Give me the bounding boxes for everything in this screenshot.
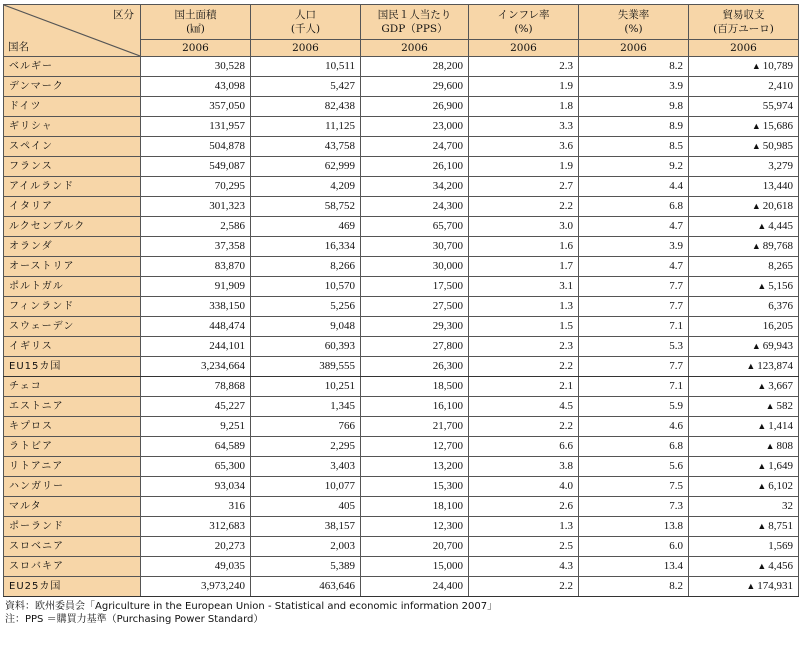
value-cell-gdp: 15,000 xyxy=(361,557,469,577)
table-row xyxy=(4,497,799,517)
trade-value: 16,205 xyxy=(762,320,793,332)
country-name-cell: ハンガリー xyxy=(4,477,141,497)
country-name-cell: リトアニア xyxy=(4,457,141,477)
value-cell-area: 83,870 xyxy=(141,257,251,277)
value-cell-unemp: 7.7 xyxy=(579,357,689,377)
value-cell-trade xyxy=(689,197,799,217)
value-cell-trade xyxy=(689,377,799,397)
source-note: 資料：欧州委員会「Agriculture in the European Union - Statistical and economic information 2007」 xyxy=(5,601,498,612)
value-cell-unemp: 6.8 xyxy=(579,437,689,457)
value-cell-unemp: 8.2 xyxy=(579,57,689,77)
value-cell-inf: 4.5 xyxy=(469,397,579,417)
value-cell-area: 43,098 xyxy=(141,77,251,97)
table-row xyxy=(4,137,799,157)
value-cell-inf: 2.1 xyxy=(469,377,579,397)
value-cell-gdp: 24,700 xyxy=(361,137,469,157)
value-cell-area: 3,973,240 xyxy=(141,577,251,597)
value-cell-trade xyxy=(689,57,799,77)
trade-value: 6,102 xyxy=(768,480,793,492)
value-cell-trade xyxy=(689,177,799,197)
value-cell-pop: 16,334 xyxy=(251,237,361,257)
value-cell-inf: 2.2 xyxy=(469,357,579,377)
value-cell-pop: 766 xyxy=(251,417,361,437)
value-cell-unemp: 4.6 xyxy=(579,417,689,437)
value-cell-inf: 1.9 xyxy=(469,157,579,177)
value-cell-trade xyxy=(689,337,799,357)
value-cell-trade xyxy=(689,417,799,437)
table-header xyxy=(4,5,799,57)
value-cell-trade xyxy=(689,557,799,577)
country-name-cell: エストニア xyxy=(4,397,141,417)
table-notes xyxy=(3,600,798,626)
value-cell-unemp: 7.1 xyxy=(579,317,689,337)
value-cell-inf: 2.2 xyxy=(469,197,579,217)
col-header-trade-balance: 貿易収支 (百万ユーロ) xyxy=(689,5,799,40)
value-cell-pop: 58,752 xyxy=(251,197,361,217)
value-cell-pop: 10,570 xyxy=(251,277,361,297)
header-corner-cell xyxy=(4,5,141,57)
table-row xyxy=(4,317,799,337)
value-cell-gdp: 21,700 xyxy=(361,417,469,437)
trade-value: 1,569 xyxy=(768,540,793,552)
value-cell-pop: 389,555 xyxy=(251,357,361,377)
value-cell-unemp: 8.2 xyxy=(579,577,689,597)
trade-value: 4,445 xyxy=(768,220,793,232)
value-cell-pop: 43,758 xyxy=(251,137,361,157)
value-cell-gdp: 29,600 xyxy=(361,77,469,97)
trade-value: 20,618 xyxy=(762,200,793,212)
corner-label-country: 国名 xyxy=(8,41,29,53)
value-cell-gdp: 29,300 xyxy=(361,317,469,337)
value-cell-area: 37,358 xyxy=(141,237,251,257)
value-cell-trade xyxy=(689,277,799,297)
negative-triangle-icon: ▲ xyxy=(757,461,767,471)
value-cell-inf: 2.7 xyxy=(469,177,579,197)
trade-value: 69,943 xyxy=(762,340,793,352)
value-cell-unemp: 7.5 xyxy=(579,477,689,497)
value-cell-trade xyxy=(689,97,799,117)
trade-value: 4,456 xyxy=(768,560,793,572)
negative-triangle-icon: ▲ xyxy=(765,401,775,411)
value-cell-pop: 8,266 xyxy=(251,257,361,277)
table-row xyxy=(4,257,799,277)
table-row xyxy=(4,337,799,357)
value-cell-pop: 1,345 xyxy=(251,397,361,417)
negative-triangle-icon: ▲ xyxy=(751,121,761,131)
value-cell-unemp: 9.8 xyxy=(579,97,689,117)
country-name-cell: フィンランド xyxy=(4,297,141,317)
value-cell-unemp: 5.6 xyxy=(579,457,689,477)
value-cell-area: 338,150 xyxy=(141,297,251,317)
value-cell-gdp: 27,800 xyxy=(361,337,469,357)
trade-value: 1,414 xyxy=(768,420,793,432)
value-cell-inf: 1.3 xyxy=(469,517,579,537)
value-cell-unemp: 4.4 xyxy=(579,177,689,197)
value-cell-pop: 5,256 xyxy=(251,297,361,317)
value-cell-pop: 10,251 xyxy=(251,377,361,397)
value-cell-pop: 10,511 xyxy=(251,57,361,77)
value-cell-unemp: 7.3 xyxy=(579,497,689,517)
value-cell-gdp: 26,100 xyxy=(361,157,469,177)
value-cell-area: 20,273 xyxy=(141,537,251,557)
trade-value: 8,265 xyxy=(768,260,793,272)
corner-label-category: 区分 xyxy=(113,9,134,21)
value-cell-pop: 5,427 xyxy=(251,77,361,97)
table-row xyxy=(4,57,799,77)
value-cell-pop: 9,048 xyxy=(251,317,361,337)
negative-triangle-icon: ▲ xyxy=(757,421,767,431)
table-row xyxy=(4,397,799,417)
value-cell-area: 316 xyxy=(141,497,251,517)
value-cell-unemp: 5.3 xyxy=(579,337,689,357)
negative-triangle-icon: ▲ xyxy=(765,441,775,451)
country-name-cell: アイルランド xyxy=(4,177,141,197)
trade-value: 5,156 xyxy=(768,280,793,292)
trade-value: 15,686 xyxy=(762,120,793,132)
value-cell-area: 70,295 xyxy=(141,177,251,197)
trade-value: 808 xyxy=(776,440,793,452)
value-cell-area: 244,101 xyxy=(141,337,251,357)
value-cell-inf: 1.7 xyxy=(469,257,579,277)
value-cell-gdp: 18,100 xyxy=(361,497,469,517)
country-name-cell: チェコ xyxy=(4,377,141,397)
value-cell-gdp: 26,300 xyxy=(361,357,469,377)
negative-triangle-icon: ▲ xyxy=(751,141,761,151)
negative-triangle-icon: ▲ xyxy=(751,201,761,211)
value-cell-gdp: 30,000 xyxy=(361,257,469,277)
value-cell-unemp: 6.8 xyxy=(579,197,689,217)
value-cell-area: 45,227 xyxy=(141,397,251,417)
value-cell-area: 549,087 xyxy=(141,157,251,177)
value-cell-trade xyxy=(689,317,799,337)
value-cell-trade xyxy=(689,217,799,237)
value-cell-inf: 3.0 xyxy=(469,217,579,237)
value-cell-gdp: 24,300 xyxy=(361,197,469,217)
trade-value: 6,376 xyxy=(768,300,793,312)
value-cell-inf: 3.1 xyxy=(469,277,579,297)
value-cell-gdp: 27,500 xyxy=(361,297,469,317)
country-name-cell: オーストリア xyxy=(4,257,141,277)
value-cell-inf: 3.8 xyxy=(469,457,579,477)
year-gdp: 2006 xyxy=(361,40,469,57)
value-cell-gdp: 15,300 xyxy=(361,477,469,497)
year-population: 2006 xyxy=(251,40,361,57)
trade-value: 89,768 xyxy=(762,240,793,252)
value-cell-gdp: 12,300 xyxy=(361,517,469,537)
value-cell-inf: 3.6 xyxy=(469,137,579,157)
value-cell-trade xyxy=(689,437,799,457)
negative-triangle-icon: ▲ xyxy=(757,481,767,491)
value-cell-area: 3,234,664 xyxy=(141,357,251,377)
value-cell-inf: 3.3 xyxy=(469,117,579,137)
value-cell-gdp: 12,700 xyxy=(361,437,469,457)
country-name-cell: イタリア xyxy=(4,197,141,217)
value-cell-gdp: 65,700 xyxy=(361,217,469,237)
table-row xyxy=(4,377,799,397)
value-cell-inf: 1.3 xyxy=(469,297,579,317)
value-cell-area: 91,909 xyxy=(141,277,251,297)
value-cell-inf: 1.6 xyxy=(469,237,579,257)
value-cell-gdp: 26,900 xyxy=(361,97,469,117)
value-cell-pop: 4,209 xyxy=(251,177,361,197)
country-name-cell: スロベニア xyxy=(4,537,141,557)
value-cell-trade xyxy=(689,237,799,257)
value-cell-gdp: 13,200 xyxy=(361,457,469,477)
value-cell-pop: 2,295 xyxy=(251,437,361,457)
table-row xyxy=(4,157,799,177)
value-cell-unemp: 3.9 xyxy=(579,77,689,97)
statistics-table-container xyxy=(3,4,798,626)
value-cell-area: 357,050 xyxy=(141,97,251,117)
trade-value: 32 xyxy=(782,500,793,512)
table-row xyxy=(4,97,799,117)
value-cell-trade xyxy=(689,517,799,537)
value-cell-inf: 2.3 xyxy=(469,337,579,357)
table-row xyxy=(4,417,799,437)
value-cell-area: 65,300 xyxy=(141,457,251,477)
value-cell-inf: 2.3 xyxy=(469,57,579,77)
value-cell-pop: 10,077 xyxy=(251,477,361,497)
value-cell-inf: 2.2 xyxy=(469,577,579,597)
value-cell-unemp: 3.9 xyxy=(579,237,689,257)
value-cell-inf: 4.3 xyxy=(469,557,579,577)
value-cell-inf: 1.5 xyxy=(469,317,579,337)
country-name-cell: イギリス xyxy=(4,337,141,357)
value-cell-area: 312,683 xyxy=(141,517,251,537)
value-cell-gdp: 17,500 xyxy=(361,277,469,297)
value-cell-unemp: 5.9 xyxy=(579,397,689,417)
value-cell-unemp: 8.9 xyxy=(579,117,689,137)
value-cell-pop: 469 xyxy=(251,217,361,237)
country-name-cell: スウェーデン xyxy=(4,317,141,337)
table-row xyxy=(4,177,799,197)
value-cell-trade xyxy=(689,397,799,417)
country-name-cell: ドイツ xyxy=(4,97,141,117)
value-cell-inf: 2.5 xyxy=(469,537,579,557)
value-cell-unemp: 6.0 xyxy=(579,537,689,557)
table-row xyxy=(4,237,799,257)
value-cell-inf: 1.9 xyxy=(469,77,579,97)
value-cell-inf: 4.0 xyxy=(469,477,579,497)
table-row xyxy=(4,477,799,497)
pps-note: 注：PPS ＝購買力基準（Purchasing Power Standard） xyxy=(5,614,264,625)
value-cell-pop: 5,389 xyxy=(251,557,361,577)
country-name-cell: ポルトガル xyxy=(4,277,141,297)
value-cell-area: 78,868 xyxy=(141,377,251,397)
country-name-cell: EU25カ国 xyxy=(4,577,141,597)
value-cell-gdp: 23,000 xyxy=(361,117,469,137)
trade-value: 174,931 xyxy=(757,580,793,592)
country-name-cell: EU15カ国 xyxy=(4,357,141,377)
value-cell-area: 49,035 xyxy=(141,557,251,577)
value-cell-trade xyxy=(689,357,799,377)
value-cell-unemp: 9.2 xyxy=(579,157,689,177)
trade-value: 123,874 xyxy=(757,360,793,372)
table-row-total xyxy=(4,357,799,377)
col-header-gdp: 国民１人当たり GDP（PPS） xyxy=(361,5,469,40)
country-name-cell: フランス xyxy=(4,157,141,177)
value-cell-trade xyxy=(689,577,799,597)
country-name-cell: オランダ xyxy=(4,237,141,257)
value-cell-area: 30,528 xyxy=(141,57,251,77)
table-row xyxy=(4,117,799,137)
value-cell-trade xyxy=(689,497,799,517)
value-cell-trade xyxy=(689,257,799,277)
trade-value: 10,789 xyxy=(762,60,793,72)
table-row xyxy=(4,77,799,97)
trade-value: 2,410 xyxy=(768,80,793,92)
value-cell-area: 2,586 xyxy=(141,217,251,237)
value-cell-pop: 38,157 xyxy=(251,517,361,537)
value-cell-gdp: 34,200 xyxy=(361,177,469,197)
table-row xyxy=(4,437,799,457)
value-cell-unemp: 4.7 xyxy=(579,257,689,277)
value-cell-trade xyxy=(689,457,799,477)
value-cell-inf: 2.6 xyxy=(469,497,579,517)
trade-value: 3,667 xyxy=(768,380,793,392)
value-cell-unemp: 7.7 xyxy=(579,297,689,317)
trade-value: 55,974 xyxy=(762,100,793,112)
table-row xyxy=(4,197,799,217)
value-cell-unemp: 4.7 xyxy=(579,217,689,237)
value-cell-pop: 3,403 xyxy=(251,457,361,477)
year-area: 2006 xyxy=(141,40,251,57)
value-cell-trade xyxy=(689,477,799,497)
value-cell-inf: 2.2 xyxy=(469,417,579,437)
country-name-cell: キプロス xyxy=(4,417,141,437)
value-cell-pop: 463,646 xyxy=(251,577,361,597)
value-cell-area: 301,323 xyxy=(141,197,251,217)
table-row xyxy=(4,457,799,477)
trade-value: 50,985 xyxy=(762,140,793,152)
trade-value: 8,751 xyxy=(768,520,793,532)
value-cell-area: 93,034 xyxy=(141,477,251,497)
value-cell-gdp: 24,400 xyxy=(361,577,469,597)
negative-triangle-icon: ▲ xyxy=(746,581,756,591)
trade-value: 13,440 xyxy=(762,180,793,192)
country-name-cell: ベルギー xyxy=(4,57,141,77)
value-cell-unemp: 7.7 xyxy=(579,277,689,297)
value-cell-unemp: 7.1 xyxy=(579,377,689,397)
negative-triangle-icon: ▲ xyxy=(751,61,761,71)
table-row xyxy=(4,297,799,317)
value-cell-area: 131,957 xyxy=(141,117,251,137)
value-cell-unemp: 13.8 xyxy=(579,517,689,537)
negative-triangle-icon: ▲ xyxy=(746,361,756,371)
table-row-total xyxy=(4,577,799,597)
country-name-cell: ポーランド xyxy=(4,517,141,537)
value-cell-area: 448,474 xyxy=(141,317,251,337)
table-row xyxy=(4,537,799,557)
negative-triangle-icon: ▲ xyxy=(751,241,761,251)
negative-triangle-icon: ▲ xyxy=(751,341,761,351)
negative-triangle-icon: ▲ xyxy=(757,521,767,531)
value-cell-pop: 82,438 xyxy=(251,97,361,117)
value-cell-area: 64,589 xyxy=(141,437,251,457)
country-name-cell: スロバキア xyxy=(4,557,141,577)
table-body xyxy=(4,57,799,597)
value-cell-unemp: 8.5 xyxy=(579,137,689,157)
country-name-cell: ルクセンブルク xyxy=(4,217,141,237)
table-row xyxy=(4,557,799,577)
table-row xyxy=(4,217,799,237)
country-name-cell: デンマーク xyxy=(4,77,141,97)
col-header-unemployment: 失業率 (%) xyxy=(579,5,689,40)
value-cell-trade xyxy=(689,117,799,137)
value-cell-gdp: 30,700 xyxy=(361,237,469,257)
country-name-cell: ラトビア xyxy=(4,437,141,457)
trade-value: 582 xyxy=(776,400,793,412)
col-header-population: 人口 (千人) xyxy=(251,5,361,40)
value-cell-pop: 62,999 xyxy=(251,157,361,177)
col-header-area: 国土面積 (㎢) xyxy=(141,5,251,40)
value-cell-area: 9,251 xyxy=(141,417,251,437)
year-inflation: 2006 xyxy=(469,40,579,57)
trade-value: 3,279 xyxy=(768,160,793,172)
value-cell-gdp: 28,200 xyxy=(361,57,469,77)
negative-triangle-icon: ▲ xyxy=(757,281,767,291)
col-header-inflation: インフレ率 (%) xyxy=(469,5,579,40)
value-cell-trade xyxy=(689,537,799,557)
year-trade-balance: 2006 xyxy=(689,40,799,57)
value-cell-trade xyxy=(689,77,799,97)
eu-country-statistics-table xyxy=(3,4,799,597)
negative-triangle-icon: ▲ xyxy=(757,221,767,231)
year-unemployment: 2006 xyxy=(579,40,689,57)
value-cell-gdp: 20,700 xyxy=(361,537,469,557)
value-cell-trade xyxy=(689,297,799,317)
negative-triangle-icon: ▲ xyxy=(757,381,767,391)
trade-value: 1,649 xyxy=(768,460,793,472)
value-cell-gdp: 16,100 xyxy=(361,397,469,417)
value-cell-pop: 60,393 xyxy=(251,337,361,357)
value-cell-pop: 2,003 xyxy=(251,537,361,557)
value-cell-area: 504,878 xyxy=(141,137,251,157)
table-row xyxy=(4,517,799,537)
value-cell-pop: 11,125 xyxy=(251,117,361,137)
value-cell-gdp: 18,500 xyxy=(361,377,469,397)
value-cell-trade xyxy=(689,157,799,177)
country-name-cell: ギリシャ xyxy=(4,117,141,137)
value-cell-inf: 1.8 xyxy=(469,97,579,117)
value-cell-inf: 6.6 xyxy=(469,437,579,457)
country-name-cell: マルタ xyxy=(4,497,141,517)
value-cell-pop: 405 xyxy=(251,497,361,517)
table-row xyxy=(4,277,799,297)
value-cell-unemp: 13.4 xyxy=(579,557,689,577)
country-name-cell: スペイン xyxy=(4,137,141,157)
value-cell-trade xyxy=(689,137,799,157)
negative-triangle-icon: ▲ xyxy=(757,561,767,571)
